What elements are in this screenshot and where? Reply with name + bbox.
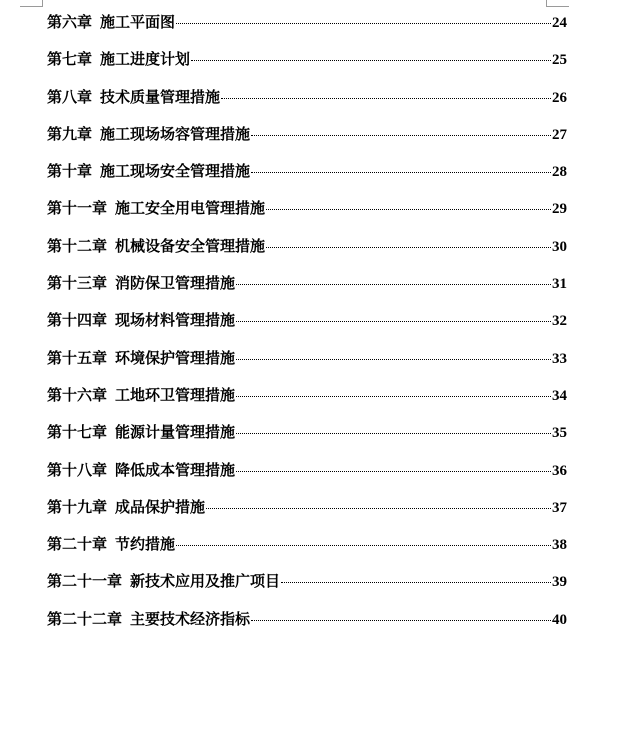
- leader-dots: [236, 321, 551, 322]
- chapter-title: 成品保护措施: [115, 497, 206, 516]
- chapter-number: 第九章: [47, 124, 93, 143]
- chapter-number: 第十九章: [47, 497, 108, 516]
- toc-entry[interactable]: [47, 194, 567, 231]
- chapter-number: 第二十一章: [47, 572, 123, 591]
- page-number: 27: [552, 126, 567, 143]
- toc-entry[interactable]: [47, 269, 567, 306]
- chapter-title: 机械设备安全管理措施: [115, 236, 266, 255]
- chapter-number: 第十六章: [47, 385, 108, 404]
- chapter-title: 环境保护管理措施: [115, 348, 236, 367]
- page-number: 24: [552, 15, 567, 31]
- leader-dots: [176, 545, 551, 546]
- leader-dots: [251, 172, 551, 173]
- toc-entry[interactable]: [47, 530, 567, 567]
- toc-entry[interactable]: [47, 605, 567, 642]
- leader-dots: [236, 396, 551, 397]
- leader-dots: [191, 60, 551, 61]
- leader-dots: [251, 620, 551, 621]
- leader-dots: [266, 209, 551, 210]
- page-number: 30: [552, 238, 567, 255]
- chapter-title: 新技术应用及推广项目: [130, 572, 281, 591]
- page-corner-mark-left: [20, 0, 43, 7]
- chapter-title: 施工进度计划: [100, 50, 191, 69]
- toc-entry[interactable]: [47, 8, 567, 45]
- chapter-title: 消防保卫管理措施: [115, 274, 236, 293]
- toc-entry[interactable]: [47, 344, 567, 381]
- toc-entry[interactable]: [47, 381, 567, 418]
- chapter-number: 第十三章: [47, 274, 108, 293]
- chapter-number: 第十四章: [47, 311, 108, 330]
- chapter-title: 施工现场场容管理措施: [100, 124, 251, 143]
- page-number: 36: [552, 462, 567, 479]
- toc-entry[interactable]: [47, 232, 567, 269]
- chapter-title: 主要技术经济指标: [130, 609, 251, 628]
- leader-dots: [251, 135, 551, 136]
- page-number: 31: [552, 276, 567, 293]
- toc-entry[interactable]: [47, 493, 567, 530]
- page-number: 34: [552, 387, 567, 404]
- page-number: 28: [552, 164, 567, 181]
- chapter-title: 施工平面图: [100, 13, 176, 31]
- chapter-title: 现场材料管理措施: [115, 311, 236, 330]
- chapter-number: 第二十二章: [47, 609, 123, 628]
- page-number: 38: [552, 537, 567, 554]
- page-number: 25: [552, 52, 567, 69]
- page-number: 29: [552, 201, 567, 218]
- toc-entry[interactable]: [47, 45, 567, 82]
- page-number: 35: [552, 425, 567, 442]
- leader-dots: [236, 359, 551, 360]
- toc-entry[interactable]: [47, 120, 567, 157]
- table-of-contents: [47, 8, 567, 642]
- leader-dots: [176, 23, 551, 24]
- toc-entry[interactable]: [47, 567, 567, 604]
- leader-dots: [221, 98, 551, 99]
- chapter-title: 工地环卫管理措施: [115, 385, 236, 404]
- chapter-number: 第十五章: [47, 348, 108, 367]
- toc-entry[interactable]: [47, 418, 567, 455]
- leader-dots: [236, 433, 551, 434]
- page-number: 39: [552, 574, 567, 591]
- leader-dots: [266, 247, 551, 248]
- chapter-title: 施工现场安全管理措施: [100, 162, 251, 181]
- toc-entry[interactable]: [47, 456, 567, 493]
- chapter-number: 第十七章: [47, 423, 108, 442]
- toc-entry[interactable]: [47, 306, 567, 343]
- chapter-number: 第十八章: [47, 460, 108, 479]
- toc-entry[interactable]: [47, 157, 567, 194]
- chapter-number: 第十二章: [47, 236, 108, 255]
- page-number: 26: [552, 89, 567, 106]
- leader-dots: [236, 284, 551, 285]
- chapter-number: 第十一章: [47, 199, 108, 218]
- chapter-number: 第八章: [47, 87, 93, 106]
- chapter-title: 技术质量管理措施: [100, 87, 221, 106]
- toc-entry[interactable]: [47, 83, 567, 120]
- chapter-number: 第十章: [47, 162, 93, 181]
- leader-dots: [236, 471, 551, 472]
- leader-dots: [281, 582, 551, 583]
- page-number: 37: [552, 499, 567, 516]
- chapter-number: 第二十章: [47, 535, 108, 554]
- chapter-title: 能源计量管理措施: [115, 423, 236, 442]
- page-corner-mark-right: [546, 0, 569, 7]
- page-number: 32: [552, 313, 567, 330]
- chapter-title: 施工安全用电管理措施: [115, 199, 266, 218]
- page-number: 33: [552, 350, 567, 367]
- chapter-number: 第七章: [47, 50, 93, 69]
- page-number: 40: [552, 611, 567, 628]
- leader-dots: [206, 508, 551, 509]
- chapter-number: 第六章: [47, 13, 93, 31]
- chapter-title: 降低成本管理措施: [115, 460, 236, 479]
- chapter-title: 节约措施: [115, 535, 176, 554]
